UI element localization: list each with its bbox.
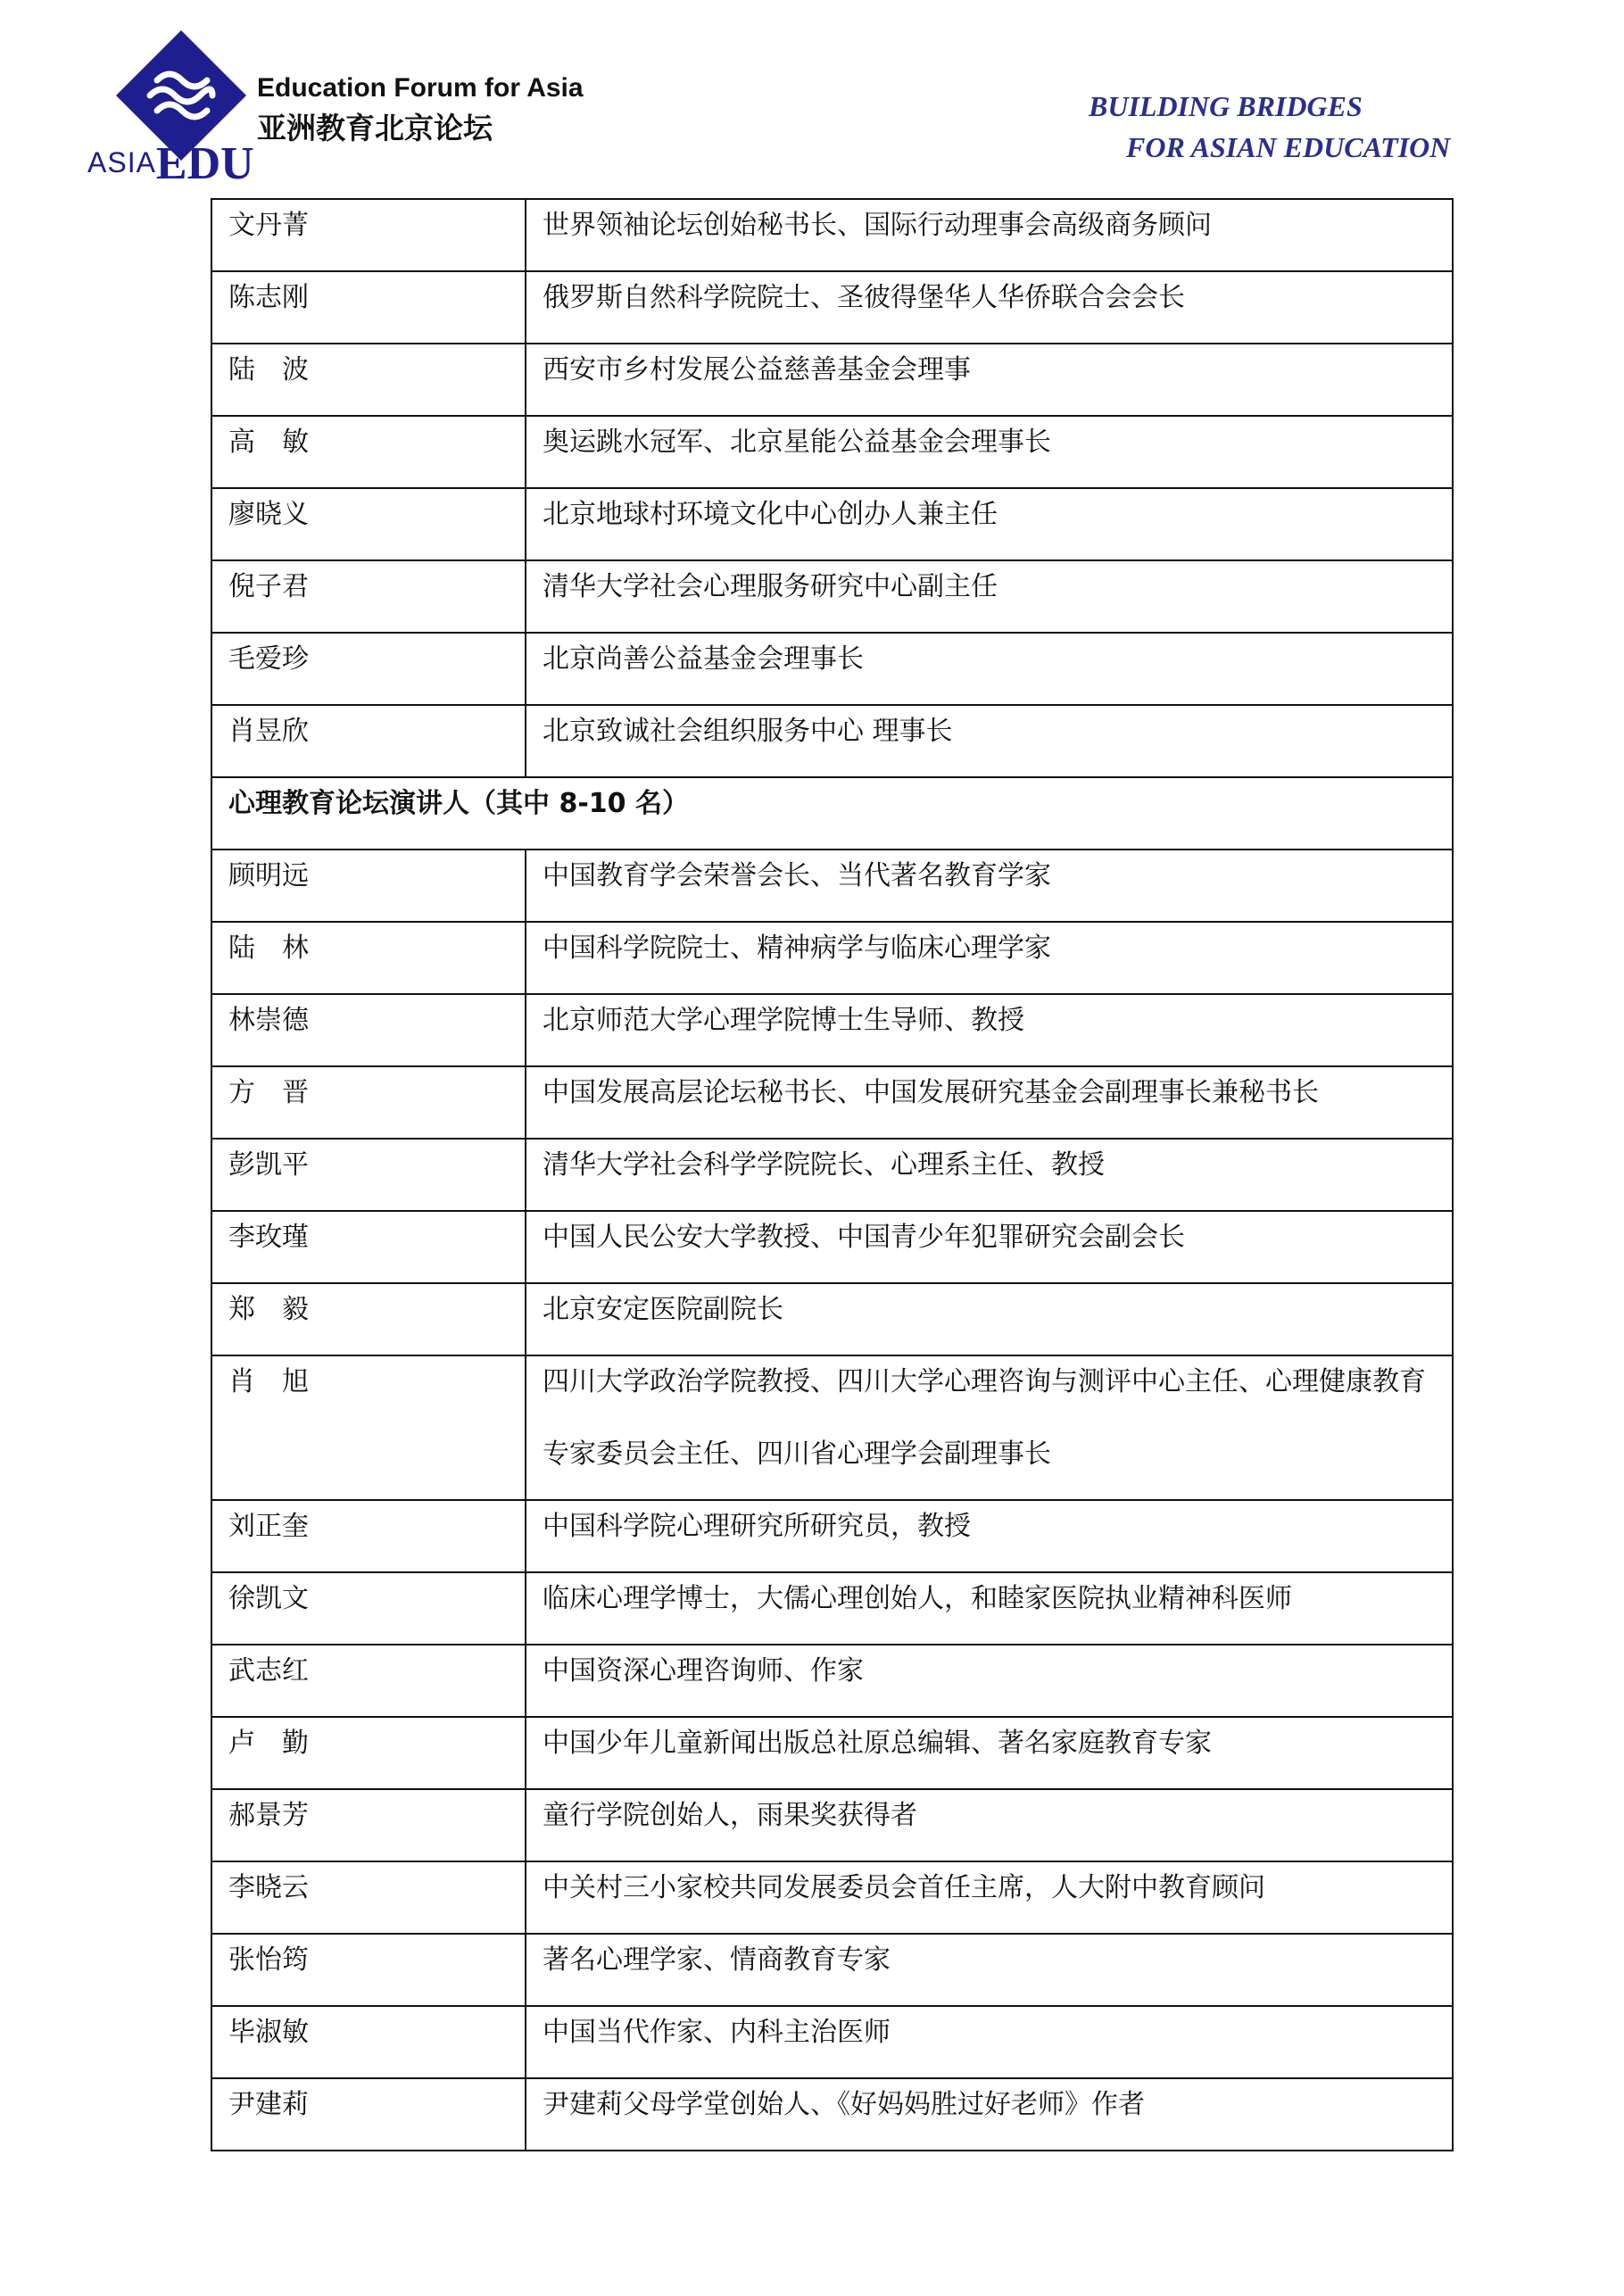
speaker-title-cell: 中关村三小家校共同发展委员会首任主席，人大附中教育顾问 [543,1872,1265,1903]
table-row [212,923,1452,995]
speaker-name-cell: 肖 旭 [212,1356,526,1499]
speaker-title-cell: 清华大学社会心理服务研究中心副主任 [543,571,998,602]
section-header-row [212,778,1452,850]
logo-wordmark [87,138,254,189]
table-row [212,1645,1452,1718]
logo-edu-text: EDU [155,138,254,189]
table-row [212,1356,1452,1501]
tagline-line-2: FOR ASIAN EDUCATION [1126,131,1451,163]
org-name-english: Education Forum for Asia [257,73,584,103]
speaker-name-cell: 陆 林 [212,923,526,993]
table-row [212,561,1452,634]
table-row [212,272,1452,344]
table-row [212,1501,1452,1573]
speaker-name-cell: 陆 波 [212,344,526,415]
speaker-title-cell: 北京师范大学心理学院博士生导师、教授 [543,1005,1024,1036]
speaker-title-cell: 童行学院创始人，雨果奖获得者 [543,1800,917,1831]
table-row [212,1790,1452,1862]
table-row [212,489,1452,561]
speaker-title-cell: 北京安定医院副院长 [543,1294,783,1325]
speaker-name-cell: 张怡筠 [212,1935,526,2005]
table-row [212,634,1452,706]
speaker-name-cell: 李玫瑾 [212,1212,526,1282]
speaker-title-cell: 著名心理学家、情商教育专家 [543,1944,891,1976]
speaker-name-cell: 倪子君 [212,561,526,632]
speaker-title-cell: 北京尚善公益基金会理事长 [543,643,864,675]
speaker-title-cell: 中国人民公安大学教授、中国青少年犯罪研究会副会长 [543,1222,1185,1253]
speaker-name-cell: 武志红 [212,1645,526,1716]
speaker-name-cell: 廖晓义 [212,489,526,559]
speaker-name-cell: 毕淑敏 [212,2007,526,2077]
speaker-name-cell: 文丹菁 [212,200,526,270]
speaker-name-cell: 卢 勤 [212,1718,526,1788]
table-row [212,1935,1452,2007]
speaker-name-cell: 肖昱欣 [212,706,526,776]
table-row [212,1573,1452,1645]
speaker-title-cell: 四川大学政治学院教授、四川大学心理咨询与测评中心主任、心理健康教育专家委员会主任、四川省心理学会副理事长 [543,1366,1426,1470]
speaker-name-cell: 郝景芳 [212,1790,526,1861]
org-name-chinese: 亚洲教育北京论坛 [257,111,493,145]
speaker-title-cell: 中国资深心理咨询师、作家 [543,1655,864,1687]
speaker-title-cell: 尹建莉父母学堂创始人、《好妈妈胜过好老师》作者 [543,2089,1145,2120]
table-row [212,1067,1452,1140]
speaker-name-cell: 郑 毅 [212,1284,526,1355]
speaker-title-cell: 中国教育学会荣誉会长、当代著名教育学家 [543,860,1051,891]
table-row [212,2007,1452,2079]
table-row [212,1718,1452,1790]
table-row [212,1212,1452,1284]
speaker-name-cell: 林崇德 [212,995,526,1065]
speaker-name-cell: 顾明远 [212,850,526,921]
speaker-name-cell: 方 晋 [212,1067,526,1138]
speaker-name-cell: 李晓云 [212,1862,526,1933]
speaker-name-cell: 高 敏 [212,417,526,487]
speaker-name-cell: 毛爱珍 [212,634,526,704]
speaker-title-cell: 中国少年儿童新闻出版总社原总编辑、著名家庭教育专家 [543,1728,1212,1759]
speaker-title-cell: 清华大学社会科学学院院长、心理系主任、教授 [543,1149,1105,1181]
table-row [212,1140,1452,1212]
speaker-name-cell: 彭凯平 [212,1140,526,1210]
table-row [212,706,1452,778]
speaker-name-cell: 徐凯文 [212,1573,526,1644]
speaker-title-cell: 俄罗斯自然科学院院士、圣彼得堡华人华侨联合会会长 [543,282,1185,313]
speaker-title-cell: 中国发展高层论坛秘书长、中国发展研究基金会副理事长兼秘书长 [543,1077,1319,1108]
speaker-title-cell: 奥运跳水冠军、北京星能公益基金会理事长 [543,427,1051,458]
table-row [212,995,1452,1067]
speaker-title-cell: 临床心理学博士，大儒心理创始人，和睦家医院执业精神科医师 [543,1583,1292,1614]
tagline [1089,86,1450,168]
table-row [212,850,1452,923]
speaker-title-cell: 北京地球村环境文化中心创办人兼主任 [543,499,998,530]
table-row [212,344,1452,417]
speaker-title-cell: 北京致诚社会组织服务中心 理事长 [543,716,953,747]
table-row [212,1862,1452,1935]
logo-asia-text: ASIA [87,146,156,178]
speaker-title-cell: 中国科学院院士、精神病学与临床心理学家 [543,932,1051,964]
page-header [0,0,1624,192]
speaker-table [211,198,1454,2151]
table-row [212,200,1452,272]
speaker-title-cell: 中国科学院心理研究所研究员，教授 [543,1511,971,1542]
section-title: 心理教育论坛演讲人（其中 8-10 名） [228,788,689,819]
tagline-line-1: BUILDING BRIDGES [1089,90,1363,122]
speaker-name-cell: 刘正奎 [212,1501,526,1571]
speaker-title-cell: 中国当代作家、内科主治医师 [543,2017,891,2048]
table-row [212,417,1452,489]
speaker-name-cell: 尹建莉 [212,2079,526,2150]
speaker-title-cell: 世界领袖论坛创始秘书长、国际行动理事会高级商务顾问 [543,210,1212,241]
table-row [212,2079,1452,2150]
speaker-title-cell: 西安市乡村发展公益慈善基金会理事 [543,354,971,385]
speaker-name-cell: 陈志刚 [212,272,526,343]
